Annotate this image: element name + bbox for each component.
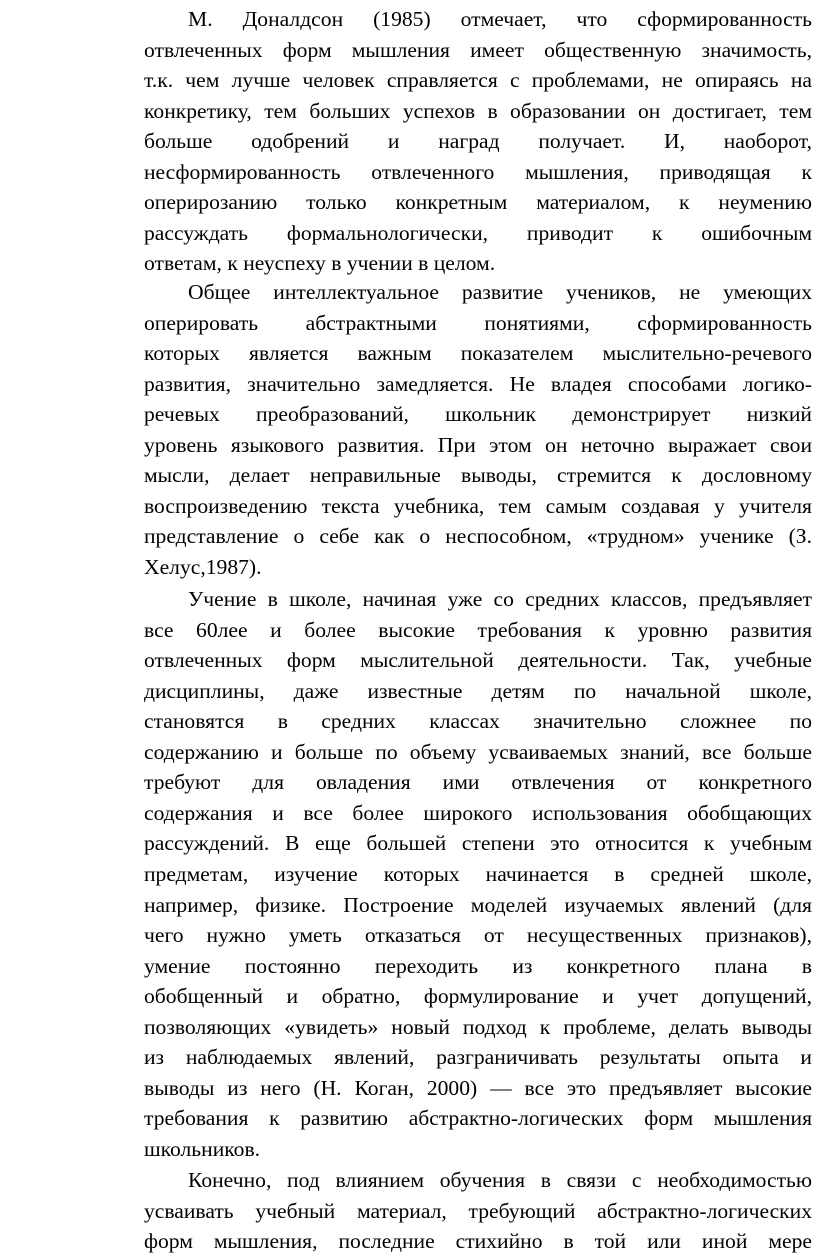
- text-line: оперирозанию только конкретным материалом, к неумению: [144, 190, 812, 215]
- text-line: рассуждать формальнологически, приводит к ошибочным: [144, 220, 812, 245]
- text-line: становятся в средних классах значительно сложнее по: [144, 709, 812, 734]
- text-line: ответам, к неуспеху в учении в целом.: [144, 251, 496, 276]
- text-line: обобщенный и обратно, формулирование и учет допущений,: [144, 984, 812, 1009]
- text-line: умение постоянно переходить из конкретного плана в: [144, 953, 812, 978]
- text-line: уровень языкового развития. При этом он неточно выражает свои: [144, 432, 812, 457]
- text-line: содержания и все более широкого использования обобщающих: [144, 800, 812, 825]
- text-line: выводы из него (Н. Коган, 2000) — все это предъявляет высокие: [144, 1075, 812, 1100]
- text-line: все 60лее и более высокие требования к уровню развития: [144, 617, 812, 642]
- text-line: предметам, изучение которых начинается в средней школе,: [144, 861, 812, 886]
- text-line: требования к развитию абстрактно-логических форм мышления: [144, 1106, 812, 1131]
- text-line: несформированность отвлеченного мышления, приводящая к: [144, 159, 812, 184]
- text-line: содержанию и больше по объему усваиваемых знаний, все больше: [144, 739, 812, 764]
- text-line: больше одобрений и наград получает. И, наоборот,: [144, 129, 812, 154]
- text-line: позволяющих «увидеть» новый подход к проблеме, делать выводы: [144, 1014, 812, 1039]
- text-line: которых является важным показателем мыслительно-речевого: [144, 341, 812, 366]
- text-line: отвлеченных форм мыслительной деятельности. Так, учебные: [144, 648, 812, 673]
- text-line: Общее интеллектуальное развитие учеников, не умеющих: [188, 280, 812, 304]
- text-line: Хелус,1987).: [144, 554, 262, 579]
- text-line: школьников.: [144, 1136, 261, 1161]
- text-line: конкретику, тем больших успехов в образовании он достигает, тем: [144, 98, 812, 123]
- text-line: например, физике. Построение моделей изучаемых явлений (для: [144, 892, 812, 917]
- text-line: Учение в школе, начиная уже со средних классов, предъявляет: [188, 587, 812, 611]
- text-line: усваивать учебный материал, требующий абстрактно-логических: [144, 1198, 812, 1223]
- text-line: воспроизведению текста учебника, тем самым создавая у учителя: [144, 493, 812, 518]
- text-line: отвлеченных форм мышления имеет общественную значимость,: [144, 37, 812, 62]
- text-line: речевых преобразований, школьник демонстрирует низкий: [144, 402, 812, 427]
- text-line: Конечно, под влиянием обучения в связи с необходимостью: [188, 1168, 812, 1192]
- text-line: мысли, делает неправильные выводы, стремится к дословному: [144, 463, 812, 488]
- text-line: оперировать абстрактными понятиями, сформированность: [144, 310, 812, 335]
- text-line: представление о себе как о неспособном, «трудном» ученике (З.: [144, 524, 812, 549]
- text-line: развития, значительно замедляется. Не владея способами логико-: [144, 371, 812, 396]
- text-line: дисциплины, даже известные детям по начальной школе,: [144, 678, 812, 703]
- text-line: рассуждений. В еще большей степени это относится к учебным: [144, 831, 812, 856]
- text-line: требуют для овладения ими отвлечения от конкретного: [144, 770, 812, 795]
- text-line: форм мышления, последние стихийно в той или иной мере: [144, 1229, 812, 1254]
- text-line: М. Доналдсон (1985) отмечает, что сформированность: [188, 7, 812, 31]
- text-line: чего нужно уметь отказаться от несущественных признаков),: [144, 923, 812, 948]
- text-line: из наблюдаемых явлений, разграничивать результаты опыта и: [144, 1045, 812, 1070]
- text-line: т.к. чем лучше человек справляется с проблемами, не опираясь на: [144, 68, 812, 93]
